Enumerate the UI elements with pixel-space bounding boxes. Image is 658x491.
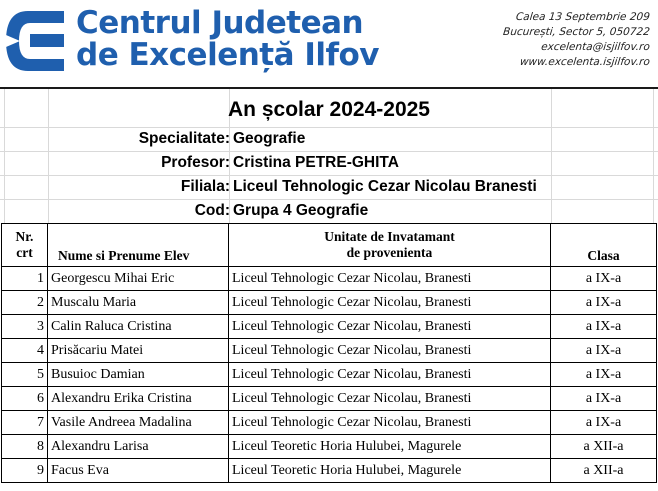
cell-class: a IX-a bbox=[551, 267, 657, 291]
cell-name: Alexandru Erika Cristina bbox=[48, 387, 229, 411]
cell-school: Liceul Tehnologic Cezar Nicolau, Branesti bbox=[229, 411, 551, 435]
cell-nr: 3 bbox=[2, 315, 48, 339]
header-school-origin bbox=[229, 224, 551, 267]
table-row bbox=[2, 387, 657, 411]
header-class: Clasa bbox=[551, 224, 657, 267]
cell-school: Liceul Tehnologic Cezar Nicolau, Branesti bbox=[229, 291, 551, 315]
code-value: Grupa 4 Geografie bbox=[233, 202, 369, 219]
table-row bbox=[2, 267, 657, 291]
email-text: excelenta@isjilfov.ro bbox=[540, 41, 651, 53]
table-row bbox=[2, 411, 657, 435]
cell-school: Liceul Tehnologic Cezar Nicolau, Branesti bbox=[229, 267, 551, 291]
address-line1: Calea 13 Septembrie 209 bbox=[515, 11, 651, 23]
header-nr-line1: Nr. bbox=[15, 229, 34, 244]
table-row bbox=[2, 291, 657, 315]
table-row bbox=[2, 459, 657, 483]
table-row bbox=[2, 435, 657, 459]
contact-block bbox=[503, 10, 650, 70]
cell-name: Georgescu Mihai Eric bbox=[48, 267, 229, 291]
cell-class: a XII-a bbox=[551, 459, 657, 483]
org-name-line2: de Excelență Ilfov bbox=[76, 37, 379, 73]
letterhead bbox=[0, 0, 658, 86]
cell-school: Liceul Tehnologic Cezar Nicolau, Branesti bbox=[229, 315, 551, 339]
cell-name: Vasile Andreea Madalina bbox=[48, 411, 229, 435]
branch-value: Liceul Tehnologic Cezar Nicolau Branesti bbox=[233, 178, 537, 195]
cell-nr: 5 bbox=[2, 363, 48, 387]
address-line2: București, Sector 5, 050722 bbox=[502, 26, 651, 38]
cje-logo-icon bbox=[2, 5, 74, 77]
cell-class: a IX-a bbox=[551, 315, 657, 339]
cell-class: a IX-a bbox=[551, 339, 657, 363]
cell-nr: 9 bbox=[2, 459, 48, 483]
header-school-line2: de provenienta bbox=[346, 245, 433, 260]
cell-nr: 6 bbox=[2, 387, 48, 411]
header-student-name: Nume si Prenume Elev bbox=[48, 224, 229, 267]
cell-class: a IX-a bbox=[551, 387, 657, 411]
info-row-specialty bbox=[0, 127, 658, 151]
cell-class: a IX-a bbox=[551, 291, 657, 315]
cell-school: Liceul Tehnologic Cezar Nicolau, Branesti bbox=[229, 363, 551, 387]
table-header-row bbox=[2, 224, 657, 267]
info-row-code bbox=[0, 199, 658, 223]
code-label: Cod: bbox=[194, 202, 230, 219]
students-table bbox=[1, 223, 657, 483]
cell-name: Calin Raluca Cristina bbox=[48, 315, 229, 339]
cell-school: Liceul Teoretic Horia Hulubei, Magurele bbox=[229, 435, 551, 459]
cell-nr: 8 bbox=[2, 435, 48, 459]
school-year-title: An școlar 2024-2025 bbox=[228, 98, 430, 121]
cell-nr: 2 bbox=[2, 291, 48, 315]
table-row bbox=[2, 315, 657, 339]
specialty-value: Geografie bbox=[233, 130, 306, 147]
website-text: www.excelenta.isjilfov.ro bbox=[519, 56, 651, 68]
cell-name: Prisăcariu Matei bbox=[48, 339, 229, 363]
header-school-line1: Unitate de Invatamant bbox=[324, 229, 455, 244]
cell-name: Alexandru Larisa bbox=[48, 435, 229, 459]
branch-label: Filiala: bbox=[180, 178, 230, 195]
cell-class: a XII-a bbox=[551, 435, 657, 459]
cell-name: Facus Eva bbox=[48, 459, 229, 483]
cell-class: a IX-a bbox=[551, 411, 657, 435]
cell-nr: 4 bbox=[2, 339, 48, 363]
table-row bbox=[2, 339, 657, 363]
cell-nr: 7 bbox=[2, 411, 48, 435]
teacher-label: Profesor: bbox=[161, 154, 230, 171]
cell-school: Liceul Teoretic Horia Hulubei, Magurele bbox=[229, 459, 551, 483]
table-row bbox=[2, 363, 657, 387]
header-nr-crt bbox=[2, 224, 48, 267]
cell-nr: 1 bbox=[2, 267, 48, 291]
header-nr-line2: crt bbox=[16, 245, 33, 260]
org-name-line1: Centrul Judetean bbox=[76, 5, 364, 41]
cell-class: a IX-a bbox=[551, 363, 657, 387]
cell-school: Liceul Tehnologic Cezar Nicolau, Branesti bbox=[229, 387, 551, 411]
teacher-value: Cristina PETRE-GHITA bbox=[233, 154, 399, 171]
cell-school: Liceul Tehnologic Cezar Nicolau, Branesti bbox=[229, 339, 551, 363]
specialty-label: Specialitate: bbox=[138, 130, 230, 147]
cell-name: Busuioc Damian bbox=[48, 363, 229, 387]
info-row-teacher bbox=[0, 151, 658, 175]
info-row-branch bbox=[0, 175, 658, 199]
cell-name: Muscalu Maria bbox=[48, 291, 229, 315]
